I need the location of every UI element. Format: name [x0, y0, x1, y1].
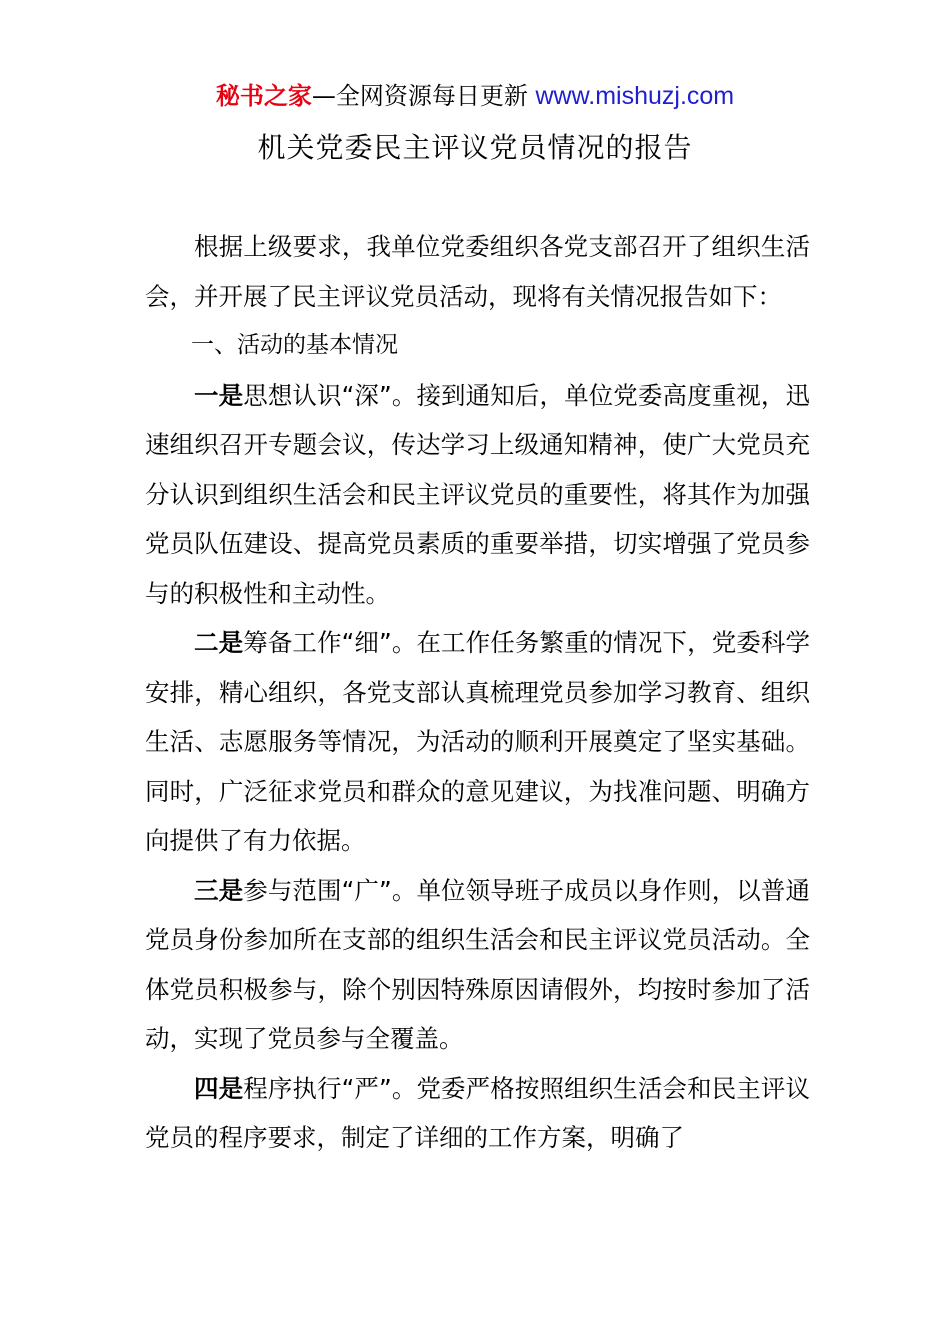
point-lead: 二是	[194, 628, 244, 657]
point-paragraph-4	[145, 1064, 810, 1163]
point-paragraph-3	[145, 866, 810, 1064]
point-text: 筹备工作“细”。在工作任务繁重的情况下，党委科学安排，精心组织，各党支部认真梳理党员参加学习教育、组织生活、志愿服务等情况，为活动的顺利开展奠定了坚实基础。同时，广泛征求党员和群众的意见建议，为找准问题、明确方向提供了有力依据。	[145, 628, 811, 855]
point-text: 程序执行“严”。党委严格按照组织生活会和民主评议党员的程序要求，制定了详细的工作方案，明确了	[145, 1073, 811, 1152]
site-header	[0, 80, 950, 112]
header-tagline: —全网资源每日更新	[311, 82, 528, 110]
site-url-link[interactable]: www.mishuzj.com	[535, 82, 735, 110]
point-paragraph-1	[145, 371, 810, 619]
brand-name: 秘书之家	[215, 82, 312, 110]
point-text: 思想认识“深”。接到通知后，单位党委高度重视，迅速组织召开专题会议，传达学习上级通知精神，使广大党员充分认识到组织生活会和民主评议党员的重要性，将其作为加强党员队伍建设、提高党员素质的重要举措，切实增强了党员参与的积极性和主动性。	[145, 380, 811, 608]
document-body	[145, 222, 810, 1163]
intro-paragraph: 根据上级要求，我单位党委组织各党支部召开了组织生活会，并开展了民主评议党员活动，现将有关情况报告如下：	[145, 232, 810, 311]
document-title: 机关党委民主评议党员情况的报告	[257, 131, 693, 164]
point-text: 参与范围“广”。单位领导班子成员以身作则，以普通党员身份参加所在支部的组织生活会和民主评议党员活动。全体党员积极参与，除个别因特殊原因请假外，均按时参加了活动，实现了党员参与全覆盖。	[145, 875, 811, 1053]
point-lead: 三是	[194, 875, 244, 905]
point-lead: 四是	[194, 1073, 244, 1103]
point-lead: 一是	[194, 380, 244, 410]
point-paragraph-2	[145, 618, 810, 866]
section-heading: 一、活动的基本情况	[191, 332, 398, 358]
